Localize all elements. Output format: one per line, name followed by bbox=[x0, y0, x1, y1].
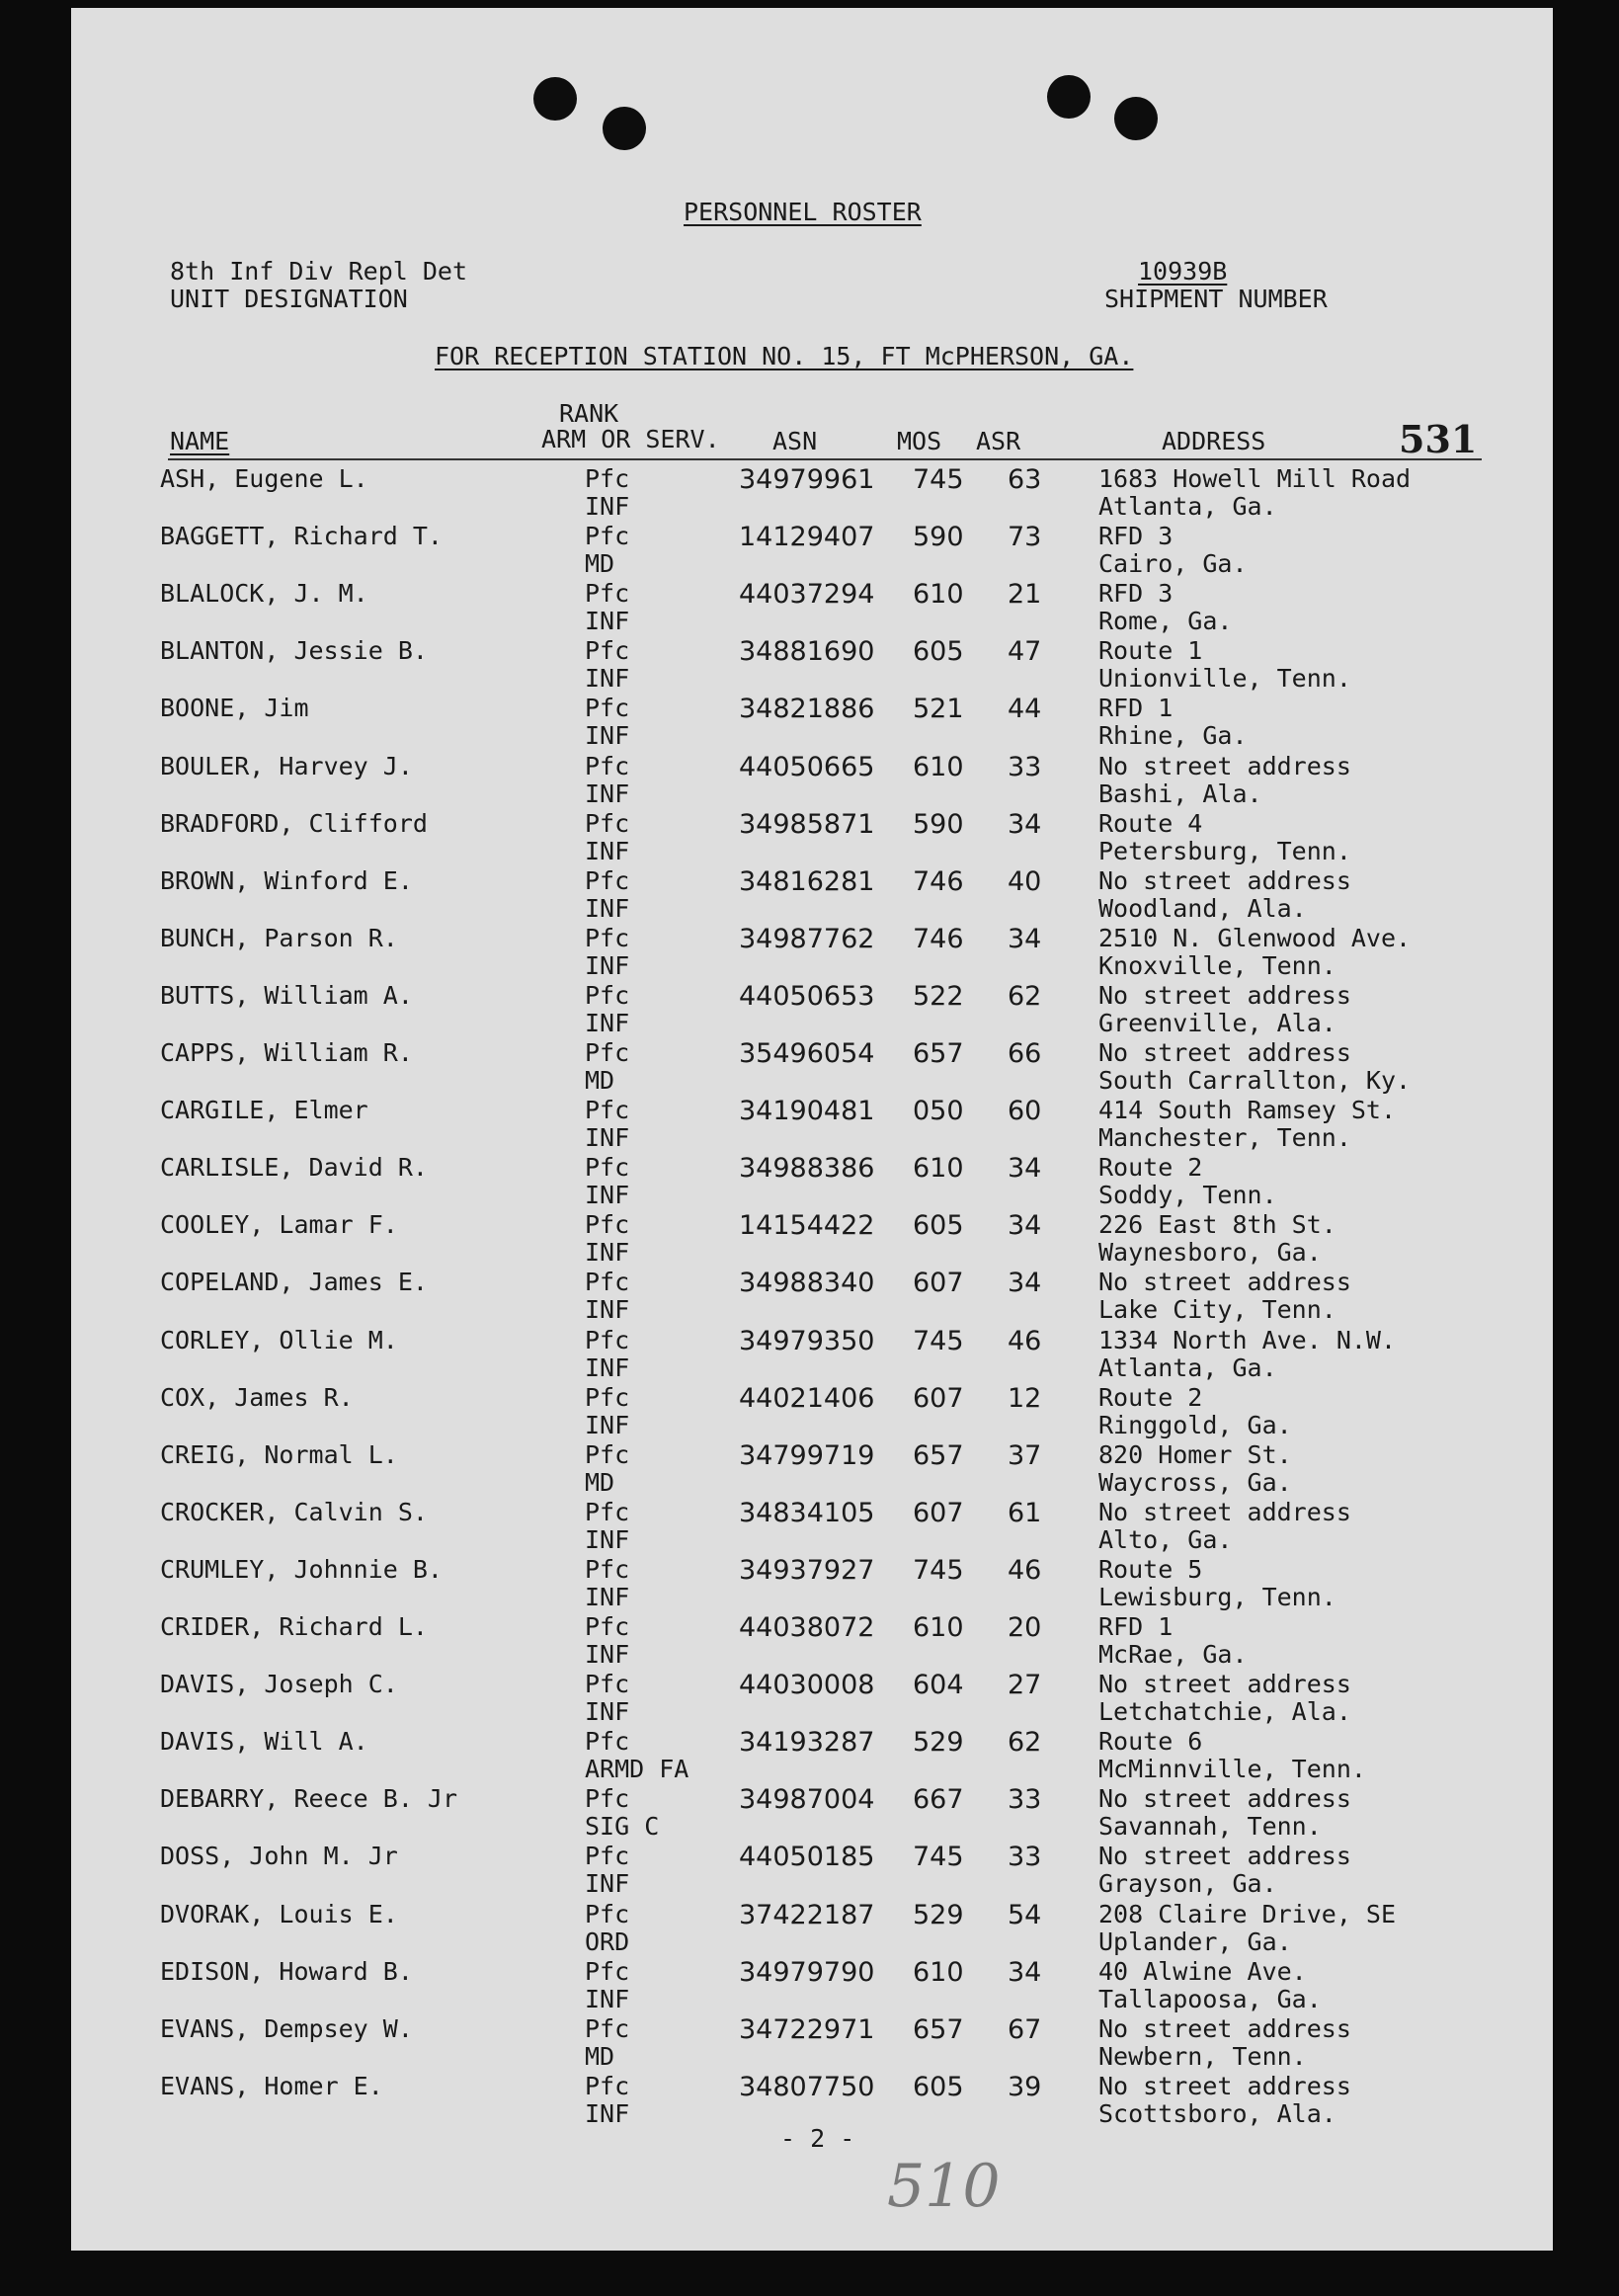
address-line2: South Carrallton, Ky. bbox=[1098, 1066, 1412, 1095]
table-row bbox=[0, 981, 1619, 1038]
arm-service-cell: INF bbox=[585, 664, 630, 694]
address-line2: Waycross, Ga. bbox=[1098, 1467, 1292, 1497]
shipment-number-label: SHIPMENT NUMBER bbox=[1104, 285, 1328, 313]
arm-service-cell: SIG C bbox=[585, 1812, 660, 1842]
rank-cell: Pfc bbox=[585, 1038, 630, 1067]
address-line1: Route 4 bbox=[1098, 808, 1203, 838]
asn-cell: 34190481 bbox=[739, 1096, 875, 1127]
address-line2: Scottsboro, Ala. bbox=[1098, 2098, 1336, 2128]
column-header-name: NAME bbox=[170, 427, 230, 455]
asn-cell: 34979350 bbox=[739, 1325, 875, 1356]
person-name: BLANTON, Jessie B. bbox=[160, 636, 428, 666]
address-line2: McRae, Ga. bbox=[1098, 1640, 1248, 1669]
asr-cell: 62 bbox=[1008, 980, 1042, 1012]
arm-service-cell: INF bbox=[585, 1640, 630, 1669]
column-header-address: ADDRESS bbox=[1162, 427, 1266, 455]
address-line2: Ringgold, Ga. bbox=[1098, 1410, 1292, 1439]
address-line2: Grayson, Ga. bbox=[1098, 1869, 1277, 1899]
address-line1: RFD 1 bbox=[1098, 1612, 1174, 1641]
table-row bbox=[0, 866, 1619, 924]
mos-cell: 590 bbox=[913, 522, 964, 553]
address-line1: 226 East 8th St. bbox=[1098, 1210, 1336, 1240]
rank-cell: Pfc bbox=[585, 1153, 630, 1183]
address-line2: Knoxville, Tenn. bbox=[1098, 950, 1336, 980]
person-name: BLALOCK, J. M. bbox=[160, 579, 368, 609]
column-header-mos: MOS bbox=[897, 427, 942, 455]
address-line1: 1683 Howell Mill Road bbox=[1098, 464, 1412, 493]
asr-cell: 67 bbox=[1008, 2013, 1042, 2045]
mos-cell: 657 bbox=[913, 1439, 964, 1471]
person-name: EVANS, Dempsey W. bbox=[160, 2013, 413, 2043]
asr-cell: 33 bbox=[1008, 751, 1042, 782]
address-line2: Unionville, Tenn. bbox=[1098, 664, 1351, 694]
asr-cell: 20 bbox=[1008, 1612, 1042, 1643]
address-line1: No street address bbox=[1098, 751, 1351, 780]
person-name: CARGILE, Elmer bbox=[160, 1096, 368, 1125]
asr-cell: 12 bbox=[1008, 1382, 1042, 1414]
address-line1: No street address bbox=[1098, 1038, 1351, 1067]
mos-cell: 605 bbox=[913, 2071, 964, 2102]
arm-service-cell: INF bbox=[585, 950, 630, 980]
asr-cell: 34 bbox=[1008, 1153, 1042, 1185]
asr-cell: 39 bbox=[1008, 2071, 1042, 2102]
table-row bbox=[0, 694, 1619, 751]
mos-cell: 745 bbox=[913, 1842, 964, 1873]
page-stamp-number: 531 bbox=[1399, 417, 1478, 461]
person-name: BOULER, Harvey J. bbox=[160, 751, 413, 780]
unit-designation-label: UNIT DESIGNATION bbox=[170, 285, 408, 313]
address-line1: No street address bbox=[1098, 1670, 1351, 1699]
table-row bbox=[0, 2072, 1619, 2129]
asn-cell: 34988340 bbox=[739, 1268, 875, 1299]
mos-cell: 610 bbox=[913, 1153, 964, 1185]
asn-cell: 34193287 bbox=[739, 1727, 875, 1759]
person-name: BOONE, Jim bbox=[160, 694, 309, 723]
mos-cell: 050 bbox=[913, 1096, 964, 1127]
handwritten-number: 510 bbox=[887, 2152, 1001, 2221]
arm-service-cell: INF bbox=[585, 836, 630, 865]
address-line1: 2510 N. Glenwood Ave. bbox=[1098, 923, 1412, 952]
arm-service-cell: INF bbox=[585, 1123, 630, 1153]
asr-cell: 46 bbox=[1008, 1325, 1042, 1356]
shipment-number: 10939B bbox=[1138, 257, 1228, 286]
address-line1: RFD 3 bbox=[1098, 579, 1174, 609]
mos-cell: 745 bbox=[913, 464, 964, 495]
address-line1: No street address bbox=[1098, 1497, 1351, 1526]
table-row bbox=[0, 1957, 1619, 2014]
rank-cell: Pfc bbox=[585, 1899, 630, 1928]
address-line2: Greenville, Ala. bbox=[1098, 1008, 1336, 1037]
arm-service-cell: INF bbox=[585, 893, 630, 923]
address-line1: No street address bbox=[1098, 1842, 1351, 1871]
asn-cell: 34979961 bbox=[739, 464, 875, 495]
asr-cell: 47 bbox=[1008, 636, 1042, 668]
table-row bbox=[0, 1670, 1619, 1727]
address-line1: 1334 North Ave. N.W. bbox=[1098, 1325, 1397, 1354]
address-line1: 820 Homer St. bbox=[1098, 1439, 1292, 1469]
person-name: COX, James R. bbox=[160, 1382, 354, 1412]
rank-cell: Pfc bbox=[585, 1210, 630, 1240]
rank-cell: Pfc bbox=[585, 522, 630, 551]
rank-cell: Pfc bbox=[585, 1096, 630, 1125]
asn-cell: 34821886 bbox=[739, 694, 875, 725]
mos-cell: 610 bbox=[913, 1956, 964, 1988]
asr-cell: 33 bbox=[1008, 1784, 1042, 1816]
mos-cell: 745 bbox=[913, 1554, 964, 1586]
column-header-arm: ARM OR SERV. bbox=[541, 425, 720, 453]
table-row bbox=[0, 809, 1619, 866]
address-line1: No street address bbox=[1098, 980, 1351, 1010]
address-line1: No street address bbox=[1098, 1784, 1351, 1814]
mos-cell: 610 bbox=[913, 751, 964, 782]
table-row bbox=[0, 579, 1619, 636]
mos-cell: 604 bbox=[913, 1670, 964, 1701]
asn-cell: 44038072 bbox=[739, 1612, 875, 1643]
asn-cell: 44030008 bbox=[739, 1670, 875, 1701]
rank-cell: Pfc bbox=[585, 1382, 630, 1412]
asr-cell: 62 bbox=[1008, 1727, 1042, 1759]
person-name: BUTTS, William A. bbox=[160, 980, 413, 1010]
asr-cell: 73 bbox=[1008, 522, 1042, 553]
page-title: PERSONNEL ROSTER bbox=[684, 198, 922, 226]
asn-cell: 44050665 bbox=[739, 751, 875, 782]
address-line1: Route 1 bbox=[1098, 636, 1203, 666]
arm-service-cell: INF bbox=[585, 607, 630, 636]
rank-cell: Pfc bbox=[585, 1727, 630, 1757]
person-name: BUNCH, Parson R. bbox=[160, 923, 398, 952]
rank-cell: Pfc bbox=[585, 1268, 630, 1297]
asn-cell: 44021406 bbox=[739, 1382, 875, 1414]
arm-service-cell: INF bbox=[585, 2098, 630, 2128]
mos-cell: 657 bbox=[913, 2013, 964, 2045]
table-row bbox=[0, 1784, 1619, 1842]
table-row bbox=[0, 1498, 1619, 1555]
asr-cell: 34 bbox=[1008, 1210, 1042, 1242]
asn-cell: 34987004 bbox=[739, 1784, 875, 1816]
arm-service-cell: INF bbox=[585, 1524, 630, 1554]
person-name: CRUMLEY, Johnnie B. bbox=[160, 1554, 443, 1584]
person-name: BRADFORD, Clifford bbox=[160, 808, 428, 838]
column-header-rank: RANK bbox=[559, 399, 619, 428]
rank-cell: Pfc bbox=[585, 579, 630, 609]
rank-cell: Pfc bbox=[585, 1497, 630, 1526]
asn-cell: 44050653 bbox=[739, 980, 875, 1012]
arm-service-cell: INF bbox=[585, 721, 630, 751]
asr-cell: 60 bbox=[1008, 1096, 1042, 1127]
address-line1: No street address bbox=[1098, 2071, 1351, 2100]
address-line1: Route 2 bbox=[1098, 1382, 1203, 1412]
asn-cell: 44050185 bbox=[739, 1842, 875, 1873]
table-row bbox=[0, 1612, 1619, 1670]
asn-cell: 35496054 bbox=[739, 1038, 875, 1069]
person-name: DAVIS, Will A. bbox=[160, 1727, 368, 1757]
arm-service-cell: INF bbox=[585, 1181, 630, 1210]
arm-service-cell: ORD bbox=[585, 1927, 630, 1956]
address-line1: 40 Alwine Ave. bbox=[1098, 1956, 1307, 1986]
asr-cell: 46 bbox=[1008, 1554, 1042, 1586]
person-name: CAPPS, William R. bbox=[160, 1038, 413, 1067]
mos-cell: 657 bbox=[913, 1038, 964, 1069]
address-line2: Newbern, Tenn. bbox=[1098, 2041, 1307, 2071]
asr-cell: 37 bbox=[1008, 1439, 1042, 1471]
rank-cell: Pfc bbox=[585, 1612, 630, 1641]
address-line2: Atlanta, Ga. bbox=[1098, 1353, 1277, 1382]
address-line1: Route 5 bbox=[1098, 1554, 1203, 1584]
address-line1: No street address bbox=[1098, 1268, 1351, 1297]
arm-service-cell: MD bbox=[585, 2041, 615, 2071]
rank-cell: Pfc bbox=[585, 1784, 630, 1814]
table-row bbox=[0, 2014, 1619, 2072]
rank-cell: Pfc bbox=[585, 1956, 630, 1986]
address-line2: Rhine, Ga. bbox=[1098, 721, 1248, 751]
asn-cell: 34834105 bbox=[739, 1497, 875, 1528]
asn-cell: 34985871 bbox=[739, 808, 875, 840]
mos-cell: 667 bbox=[913, 1784, 964, 1816]
person-name: COPELAND, James E. bbox=[160, 1268, 428, 1297]
address-line1: 414 South Ramsey St. bbox=[1098, 1096, 1397, 1125]
mos-cell: 529 bbox=[913, 1727, 964, 1759]
arm-service-cell: INF bbox=[585, 1353, 630, 1382]
asr-cell: 27 bbox=[1008, 1670, 1042, 1701]
rank-cell: Pfc bbox=[585, 1439, 630, 1469]
asr-cell: 66 bbox=[1008, 1038, 1042, 1069]
table-row bbox=[0, 1383, 1619, 1440]
address-line1: Route 6 bbox=[1098, 1727, 1203, 1757]
table-row bbox=[0, 522, 1619, 579]
address-line2: Tallapoosa, Ga. bbox=[1098, 1984, 1322, 2013]
address-line1: Route 2 bbox=[1098, 1153, 1203, 1183]
person-name: EDISON, Howard B. bbox=[160, 1956, 413, 1986]
asn-cell: 34937927 bbox=[739, 1554, 875, 1586]
rank-cell: Pfc bbox=[585, 1842, 630, 1871]
asn-cell: 44037294 bbox=[739, 579, 875, 611]
asn-cell: 14154422 bbox=[739, 1210, 875, 1242]
rank-cell: Pfc bbox=[585, 980, 630, 1010]
person-name: CROCKER, Calvin S. bbox=[160, 1497, 428, 1526]
table-row bbox=[0, 1210, 1619, 1268]
arm-service-cell: MD bbox=[585, 1066, 615, 1095]
address-line1: RFD 1 bbox=[1098, 694, 1174, 723]
mos-cell: 605 bbox=[913, 636, 964, 668]
asr-cell: 34 bbox=[1008, 1268, 1042, 1299]
table-row bbox=[0, 1555, 1619, 1612]
address-line2: Alto, Ga. bbox=[1098, 1524, 1233, 1554]
asr-cell: 21 bbox=[1008, 579, 1042, 611]
address-line2: Manchester, Tenn. bbox=[1098, 1123, 1351, 1153]
person-name: CRIDER, Richard L. bbox=[160, 1612, 428, 1641]
asn-cell: 14129407 bbox=[739, 522, 875, 553]
mos-cell: 590 bbox=[913, 808, 964, 840]
rank-cell: Pfc bbox=[585, 751, 630, 780]
table-row bbox=[0, 1153, 1619, 1210]
address-line2: Bashi, Ala. bbox=[1098, 779, 1262, 808]
mos-cell: 522 bbox=[913, 980, 964, 1012]
person-name: DAVIS, Joseph C. bbox=[160, 1670, 398, 1699]
asn-cell: 34881690 bbox=[739, 636, 875, 668]
address-line2: Letchatchie, Ala. bbox=[1098, 1697, 1351, 1727]
asr-cell: 34 bbox=[1008, 1956, 1042, 1988]
reception-station: FOR RECEPTION STATION NO. 15, FT McPHERSON, GA. bbox=[435, 342, 1134, 370]
mos-cell: 746 bbox=[913, 923, 964, 954]
rank-cell: Pfc bbox=[585, 2013, 630, 2043]
mos-cell: 610 bbox=[913, 1612, 964, 1643]
arm-service-cell: MD bbox=[585, 549, 615, 579]
person-name: DVORAK, Louis E. bbox=[160, 1899, 398, 1928]
mos-cell: 607 bbox=[913, 1268, 964, 1299]
rank-cell: Pfc bbox=[585, 1554, 630, 1584]
person-name: CORLEY, Ollie M. bbox=[160, 1325, 398, 1354]
address-line2: Cairo, Ga. bbox=[1098, 549, 1248, 579]
arm-service-cell: INF bbox=[585, 492, 630, 521]
rank-cell: Pfc bbox=[585, 808, 630, 838]
mos-cell: 607 bbox=[913, 1382, 964, 1414]
arm-service-cell: INF bbox=[585, 1582, 630, 1611]
person-name: DOSS, John M. Jr bbox=[160, 1842, 398, 1871]
address-line2: Rome, Ga. bbox=[1098, 607, 1233, 636]
table-row bbox=[0, 636, 1619, 694]
address-line2: McMinnville, Tenn. bbox=[1098, 1755, 1366, 1784]
person-name: BROWN, Winford E. bbox=[160, 865, 413, 895]
address-line2: Waynesboro, Ga. bbox=[1098, 1238, 1322, 1268]
table-row bbox=[0, 464, 1619, 522]
asn-cell: 34988386 bbox=[739, 1153, 875, 1185]
address-line2: Petersburg, Tenn. bbox=[1098, 836, 1351, 865]
rank-cell: Pfc bbox=[585, 1325, 630, 1354]
asn-cell: 37422187 bbox=[739, 1899, 875, 1930]
person-name: ASH, Eugene L. bbox=[160, 464, 368, 493]
page-number: - 2 - bbox=[780, 2124, 855, 2153]
asr-cell: 63 bbox=[1008, 464, 1042, 495]
rank-cell: Pfc bbox=[585, 2071, 630, 2100]
address-line1: No street address bbox=[1098, 865, 1351, 895]
mos-cell: 610 bbox=[913, 579, 964, 611]
arm-service-cell: INF bbox=[585, 779, 630, 808]
arm-service-cell: INF bbox=[585, 1008, 630, 1037]
address-line1: No street address bbox=[1098, 2013, 1351, 2043]
address-line2: Lewisburg, Tenn. bbox=[1098, 1582, 1336, 1611]
punch-hole bbox=[1114, 97, 1158, 140]
rank-cell: Pfc bbox=[585, 1670, 630, 1699]
table-row bbox=[0, 1440, 1619, 1498]
rank-cell: Pfc bbox=[585, 923, 630, 952]
table-row bbox=[0, 924, 1619, 981]
table-row bbox=[0, 1096, 1619, 1153]
asn-cell: 34799719 bbox=[739, 1439, 875, 1471]
address-line1: 208 Claire Drive, SE bbox=[1098, 1899, 1397, 1928]
table-row bbox=[0, 1038, 1619, 1096]
asn-cell: 34807750 bbox=[739, 2071, 875, 2102]
mos-cell: 521 bbox=[913, 694, 964, 725]
arm-service-cell: MD bbox=[585, 1467, 615, 1497]
asr-cell: 34 bbox=[1008, 808, 1042, 840]
column-header-asn: ASN bbox=[772, 427, 818, 455]
punch-hole bbox=[1047, 75, 1091, 119]
arm-service-cell: INF bbox=[585, 1984, 630, 2013]
asr-cell: 44 bbox=[1008, 694, 1042, 725]
asn-cell: 34979790 bbox=[739, 1956, 875, 1988]
table-row bbox=[0, 752, 1619, 809]
address-line2: Soddy, Tenn. bbox=[1098, 1181, 1277, 1210]
asn-cell: 34722971 bbox=[739, 2013, 875, 2045]
asr-cell: 33 bbox=[1008, 1842, 1042, 1873]
arm-service-cell: INF bbox=[585, 1410, 630, 1439]
asr-cell: 34 bbox=[1008, 923, 1042, 954]
rank-cell: Pfc bbox=[585, 636, 630, 666]
arm-service-cell: INF bbox=[585, 1697, 630, 1727]
address-line2: Lake City, Tenn. bbox=[1098, 1295, 1336, 1325]
mos-cell: 746 bbox=[913, 865, 964, 897]
punch-hole bbox=[533, 77, 577, 121]
asr-cell: 40 bbox=[1008, 865, 1042, 897]
address-line1: RFD 3 bbox=[1098, 522, 1174, 551]
address-line2: Uplander, Ga. bbox=[1098, 1927, 1292, 1956]
mos-cell: 745 bbox=[913, 1325, 964, 1356]
address-line2: Woodland, Ala. bbox=[1098, 893, 1307, 923]
table-row bbox=[0, 1900, 1619, 1957]
header-rule bbox=[168, 458, 1482, 460]
address-line2: Savannah, Tenn. bbox=[1098, 1812, 1322, 1842]
table-row bbox=[0, 1326, 1619, 1383]
rank-cell: Pfc bbox=[585, 464, 630, 493]
person-name: DEBARRY, Reece B. Jr bbox=[160, 1784, 458, 1814]
arm-service-cell: INF bbox=[585, 1295, 630, 1325]
punch-hole bbox=[603, 107, 646, 150]
person-name: CARLISLE, David R. bbox=[160, 1153, 428, 1183]
table-row bbox=[0, 1268, 1619, 1325]
mos-cell: 607 bbox=[913, 1497, 964, 1528]
unit-name: 8th Inf Div Repl Det bbox=[170, 257, 468, 286]
asr-cell: 61 bbox=[1008, 1497, 1042, 1528]
arm-service-cell: ARMD FA bbox=[585, 1755, 689, 1784]
rank-cell: Pfc bbox=[585, 865, 630, 895]
person-name: CREIG, Normal L. bbox=[160, 1439, 398, 1469]
asn-cell: 34987762 bbox=[739, 923, 875, 954]
asr-cell: 54 bbox=[1008, 1899, 1042, 1930]
person-name: BAGGETT, Richard T. bbox=[160, 522, 443, 551]
column-header-asr: ASR bbox=[976, 427, 1021, 455]
table-row bbox=[0, 1842, 1619, 1899]
person-name: COOLEY, Lamar F. bbox=[160, 1210, 398, 1240]
rank-cell: Pfc bbox=[585, 694, 630, 723]
table-row bbox=[0, 1727, 1619, 1784]
asn-cell: 34816281 bbox=[739, 865, 875, 897]
arm-service-cell: INF bbox=[585, 1869, 630, 1899]
address-line2: Atlanta, Ga. bbox=[1098, 492, 1277, 521]
mos-cell: 605 bbox=[913, 1210, 964, 1242]
person-name: EVANS, Homer E. bbox=[160, 2071, 383, 2100]
mos-cell: 529 bbox=[913, 1899, 964, 1930]
arm-service-cell: INF bbox=[585, 1238, 630, 1268]
